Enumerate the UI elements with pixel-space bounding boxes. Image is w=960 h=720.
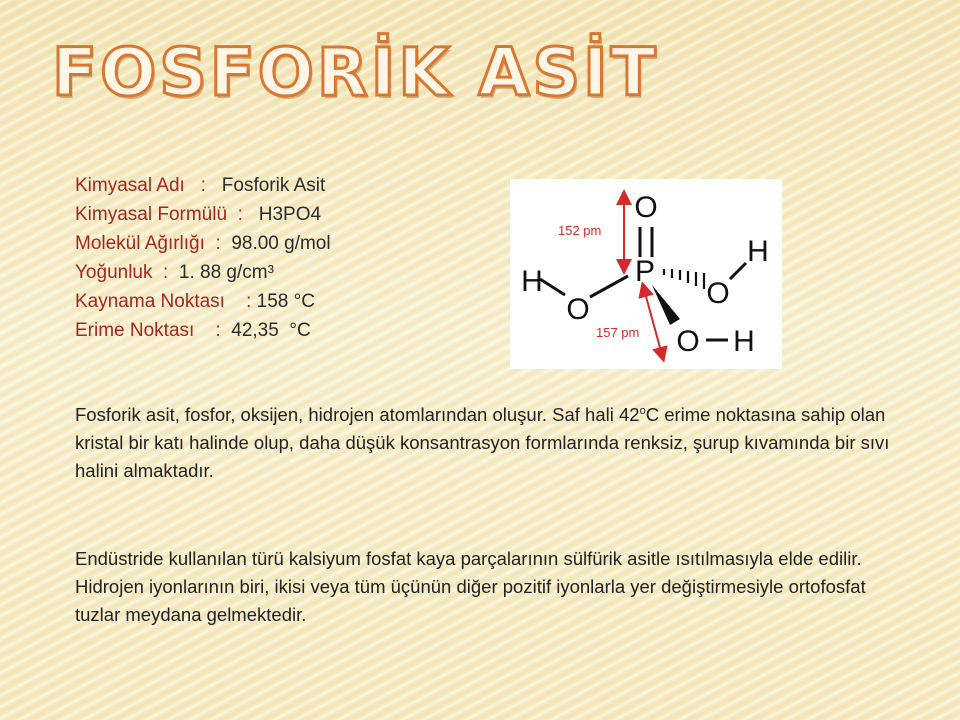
property-row — [75, 229, 331, 258]
bond-h-o-left — [540, 279, 565, 295]
hashed-bond — [664, 269, 704, 289]
property-label: Yoğunluk — [75, 262, 153, 283]
atom-o-top: O — [634, 191, 658, 224]
atom-h-left: H — [521, 265, 543, 298]
property-separator: : — [224, 291, 257, 312]
property-row — [75, 200, 331, 229]
property-separator: : — [152, 262, 179, 283]
atom-o-left: O — [566, 293, 590, 326]
property-value: 1. 88 g/cm³ — [178, 262, 274, 283]
atom-h-right: H — [747, 235, 769, 268]
property-value: 42,35 °C — [231, 320, 311, 341]
bond-label-top: 152 pm — [558, 223, 602, 238]
property-value: Fosforik Asit — [221, 175, 326, 196]
property-separator: : — [184, 175, 222, 196]
wedge-bond — [652, 285, 680, 325]
property-separator: : — [227, 204, 259, 225]
property-separator: : — [204, 233, 232, 254]
property-row — [75, 171, 331, 200]
property-label: Kaynama Noktası — [75, 291, 225, 312]
property-label: Erime Noktası — [75, 320, 195, 341]
property-separator: : — [194, 320, 232, 341]
bond-o-p-left — [590, 276, 628, 297]
molecule-drawing — [510, 179, 782, 369]
property-value: 98.00 g/mol — [231, 233, 331, 254]
atom-o-right: O — [706, 277, 730, 310]
property-label: Molekül Ağırlığı — [75, 233, 205, 254]
slide-title: FOSFORİK ASİT — [52, 34, 659, 111]
production-paragraph: Endüstride kullanılan türü kalsiyum fosfat kaya parçalarının sülfürik asitle ısıtılmasıyla elde edilir. Hidrojen iyonlarının biri, ikisi veya tüm üçünün diğer pozitif iyonlarla yer değiştirmesiyle ortofosfat tuzlar meydana gelmektedir. — [75, 548, 866, 625]
phosphoric-acid-structure — [510, 179, 782, 369]
paragraph-text-continued: C erime noktasına sahip olan kristal bir katı halinde olup, daha düşük konsantrasyon formlarında renksiz, şurup kıvamında bir sıvı halini almaktadır. — [75, 404, 890, 481]
atom-o-bottom: O — [676, 325, 700, 358]
property-row — [75, 316, 331, 345]
description-paragraph — [75, 401, 895, 485]
atom-h-bottom: H — [733, 325, 755, 358]
property-label: Kimyasal Adı — [75, 175, 185, 196]
property-row — [75, 258, 331, 287]
property-value: H3PO4 — [258, 204, 322, 225]
bond-label-bottom: 157 pm — [596, 325, 640, 340]
property-label: Kimyasal Formülü — [75, 204, 228, 225]
atoms — [521, 191, 769, 358]
bond-o-h-right — [730, 263, 746, 279]
property-list — [75, 171, 331, 345]
property-value: 158 °C — [256, 291, 315, 312]
atom-p: P — [634, 255, 656, 288]
degree-superscript: o — [639, 404, 646, 417]
paragraph-text: Fosforik asit, fosfor, oksijen, hidrojen atomlarından oluşur. Saf hali 42 — [75, 404, 640, 425]
property-row — [75, 287, 331, 316]
